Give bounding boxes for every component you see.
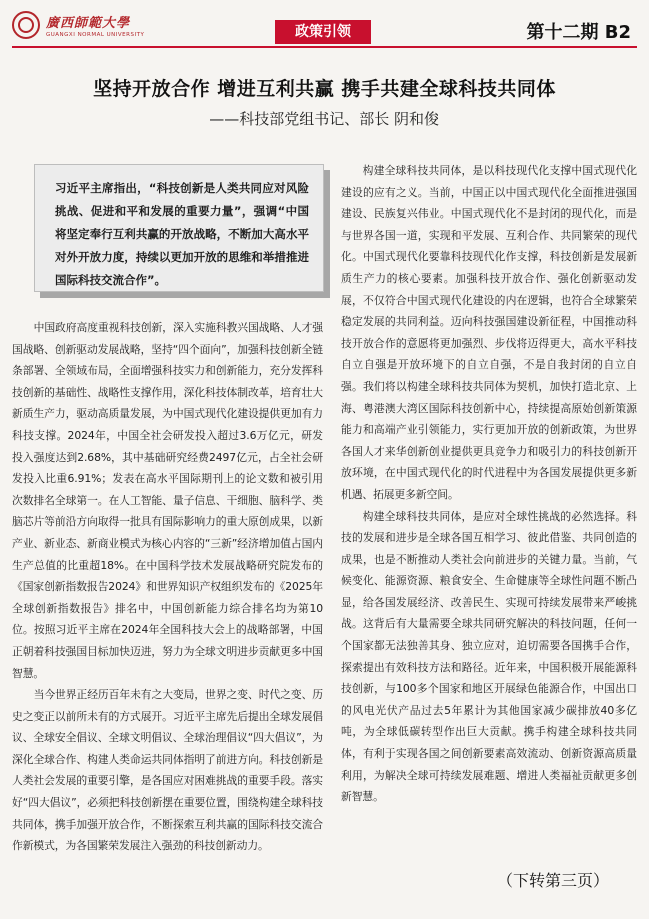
paragraph: 构建全球科技共同体，是应对全球性挑战的必然选择。科技的发展和进步是全球各国互相学习、彼此借鉴、共同创造的成果，也是不断推动人类社会向前进步的关键力量。当前，气候变化、能源资源、粮食安全、生命健康等全球性问题不断凸显，给各国发展经济、改善民生、实现可持续发展带来严峻挑战。这背后有大量需要全球共同研究解决的科技问题，任何一个国家都无法独善其身、独立应对，迫切需要各国携手合作，探索提出有效科技方法和路径。近年来，中国积极开展能源科技创新，与100多个国家和地区开展绿色能源合作，中国出口的风电光伏产品过去5年累计为其他国家减少碳排放40多亿吨，为全球低碳转型作出巨大贡献。携手构建全球科技共同体，有利于实现各国之间创新要素高效流动、创新资源高质量利用，为解决全球可持续发展难题、增进人类福祉贡献更多创新智慧。 <box>341 509 637 804</box>
header-divider <box>12 46 637 48</box>
article-byline: ——科技部党组书记、部长 阴和俊 <box>209 110 439 128</box>
pull-quote: 习近平主席指出，“科技创新是人类共同应对风险挑战、促进和平和发展的重要力量”，强调“中国将坚定奉行互利共赢的开放战略，不断加大高水平对外开放力度，持续以更加开放的思维和举措推进国际科技交流合作”。 <box>34 164 324 292</box>
paragraph: 中国政府高度重视科技创新，深入实施科教兴国战略、人才强国战略、创新驱动发展战略，坚持“四个面向”，加强科技创新全链条部署、全领域布局，全面增强科技实力和创新能力，充分发挥科技创新的基础性、战略性支撑作用，深化科技体制改革，培育壮大新质生产力，驱动高质量发展，为中国式现代化建设提供更加有力科技支撑。2024年，中国全社会研发投入超过3.6万亿元，研发投入强度达到2.68%，其中基础研究经费2497亿元，占全社会研发投入比重6.91%；发表在高水平国际期刊上的论文数和被引用次数排名全球第一。在人工智能、量子信息、干细胞、脑科学、类脑芯片等前沿方向取得一批具有国际影响力的重大原创成果，以新产业、新业态、新商业模式为核心内容的“三新”经济增加值占国内生产总值的比重超18%。在中国科学技术发展战略研究院发布的《国家创新指数报告2024》和世界知识产权组织发布的《2025年全球创新指数报告》排名中，中国创新能力综合排名均为第10位。按照习近平主席在2024年全国科技大会上的战略部署，中国正朝着科技强国目标加快迈进，努力为全球文明进步贡献更多中国智慧。 <box>12 321 323 680</box>
section-tag: 政策引领 <box>275 20 371 44</box>
university-logo <box>12 10 145 46</box>
paragraph: 构建全球科技共同体，是以科技现代化支撑中国式现代化建设的应有之义。当前，中国正以中国式现代化全面推进强国建设、民族复兴伟业。中国式现代化不是封闭的现代化，而是与世界各国一道，实现和平发展、互利合作、共同繁荣的现代化。中国式现代化要靠科技现代化作支撑，科技创新是发展新质生产力的核心要素。加强科技开放合作、强化创新驱动发展，不仅符合中国式现代化建设的内在逻辑，也符合全球繁荣稳定发展的共同利益。迈向科技强国建设新征程，中国推动科技开放合作的意愿将更加强烈、步伐将迈得更大，高水平科技自立自强是开放环境下的自立自强，不是自我封闭的自立自强。我们将以构建全球科技共同体为契机，加快打造北京、上海、粤港澳大湾区国际科技创新中心，持续提高原始创新策源能力和高端产业引领能力，实行更加开放的创新政策，为世界各国人才来华创新创业提供更具竞争力和吸引力的科技创新开放环境，在中国式现代化的时代进程中为各国发展提供更多新机遇、拓展更多新空间。 <box>341 164 637 501</box>
right-column <box>341 160 637 808</box>
logo-name: 廣西師範大學 <box>46 16 131 31</box>
paragraph: 当今世界正经历百年未有之大变局，世界之变、时代之变、历史之变正以前所未有的方式展开。习近平主席先后提出全球发展倡议、全球安全倡议、全球文明倡议、全球治理倡议“四大倡议”，为深化全球合作、构建人类命运共同体指明了前进方向。科技创新是人类社会发展的重要引擎，是各国应对困难挑战的重要手段。落实好“四大倡议”，必须把科技创新摆在重要位置，围绕构建全球科技共同体，携手加强开放合作，不断探索互利共赢的国际科技交流合作新模式，为各国繁荣发展注入强劲的科技创新动力。 <box>12 688 323 853</box>
left-column <box>12 317 323 857</box>
issue-number: 第十二期 B2 <box>526 22 631 43</box>
logo-subtext: GUANGXI NORMAL UNIVERSITY <box>46 32 145 38</box>
continued-note: （下转第三页） <box>496 871 609 890</box>
university-seal-icon <box>12 11 40 39</box>
article-title: 坚持开放合作 增进互利共赢 携手共建全球科技共同体 <box>93 78 556 100</box>
